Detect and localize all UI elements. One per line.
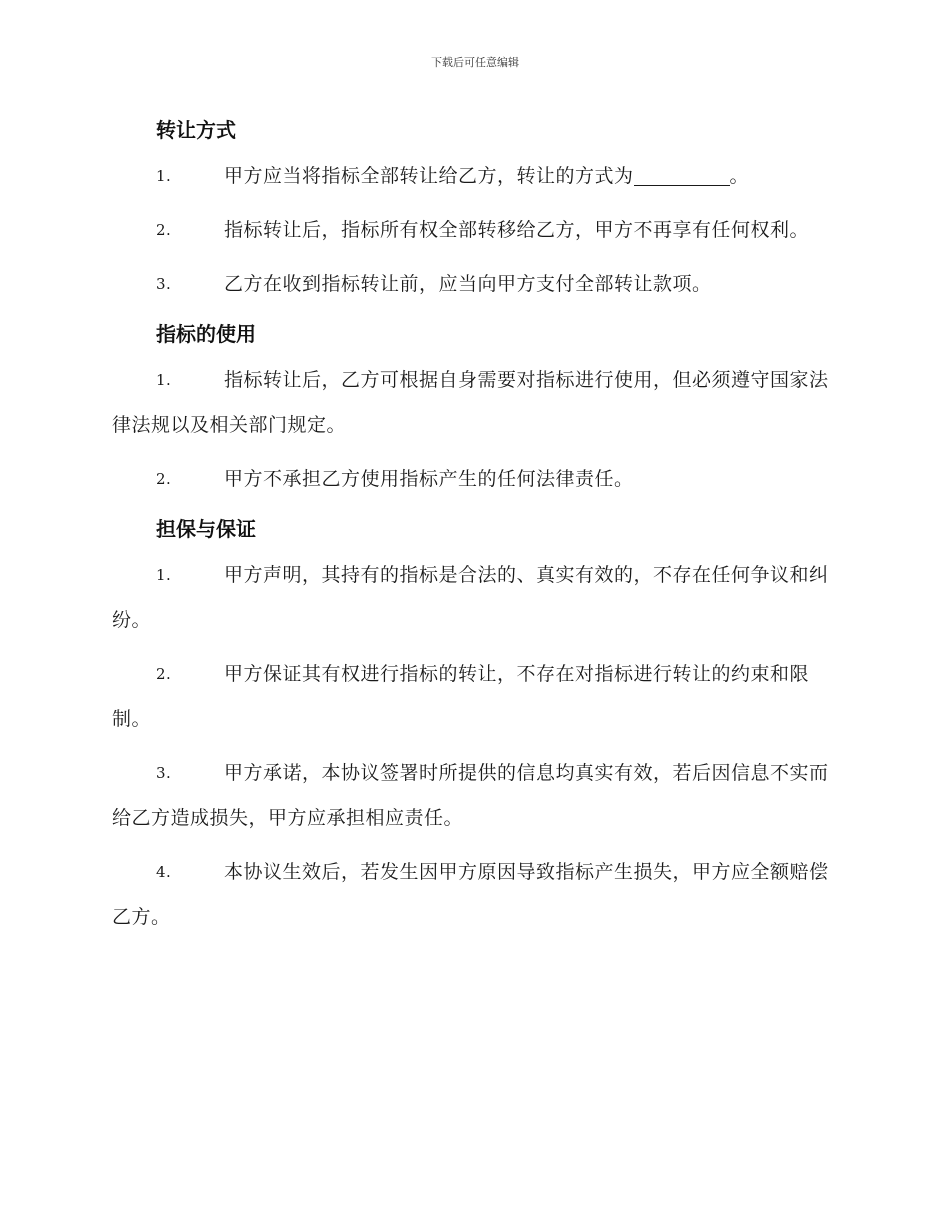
page-header: 下载后可任意编辑 bbox=[431, 56, 519, 69]
clause-number: 2. bbox=[156, 665, 172, 683]
clause-number: 2. bbox=[156, 221, 172, 239]
clause-text: 指标转让后，乙方可根据自身需要对指标进行使用，但必须遵守国家法律法规以及相关部门规定。 bbox=[112, 369, 829, 436]
clause-item bbox=[112, 652, 834, 742]
clause-item bbox=[112, 262, 834, 307]
clause-number: 1. bbox=[156, 167, 172, 185]
section-title-transfer-method: 转让方式 bbox=[156, 118, 236, 142]
clause-text: 甲方声明，其持有的指标是合法的、真实有效的，不存在任何争议和纠纷。 bbox=[112, 564, 829, 631]
clause-item bbox=[112, 154, 834, 199]
clause-number: 4. bbox=[156, 863, 172, 881]
clause-text: 甲方应当将指标全部转让给乙方，转让的方式为 bbox=[224, 165, 634, 187]
clause-number: 2. bbox=[156, 470, 172, 488]
clause-number: 1. bbox=[156, 371, 172, 389]
section-title-indicator-usage: 指标的使用 bbox=[156, 322, 256, 346]
fill-in-blank[interactable] bbox=[634, 155, 730, 186]
clause-text: 甲方保证其有权进行指标的转让，不存在对指标进行转让的约束和限制。 bbox=[112, 663, 810, 730]
clause-item bbox=[112, 751, 834, 841]
clause-number: 3. bbox=[156, 275, 172, 293]
clause-text: 甲方承诺，本协议签署时所提供的信息均真实有效，若后因信息不实而给乙方造成损失，甲方应承担相应责任。 bbox=[112, 762, 829, 829]
clause-text: 本协议生效后，若发生因甲方原因导致指标产生损失，甲方应全额赔偿乙方。 bbox=[112, 861, 829, 928]
clause-item bbox=[112, 208, 834, 253]
clause-item bbox=[112, 457, 834, 502]
clause-number: 1. bbox=[156, 566, 172, 584]
clause-text: 甲方不承担乙方使用指标产生的任何法律责任。 bbox=[224, 468, 634, 490]
clause-text: 乙方在收到指标转让前，应当向甲方支付全部转让款项。 bbox=[224, 273, 712, 295]
clause-number: 3. bbox=[156, 764, 172, 782]
clause-text: 指标转让后，指标所有权全部转移给乙方，甲方不再享有任何权利。 bbox=[224, 219, 810, 241]
clause-item bbox=[112, 553, 834, 643]
clause-suffix: 。 bbox=[729, 165, 750, 187]
document-body bbox=[112, 112, 834, 949]
section-title-guarantee: 担保与保证 bbox=[156, 517, 256, 541]
clause-item bbox=[112, 358, 834, 448]
clause-item bbox=[112, 850, 834, 940]
